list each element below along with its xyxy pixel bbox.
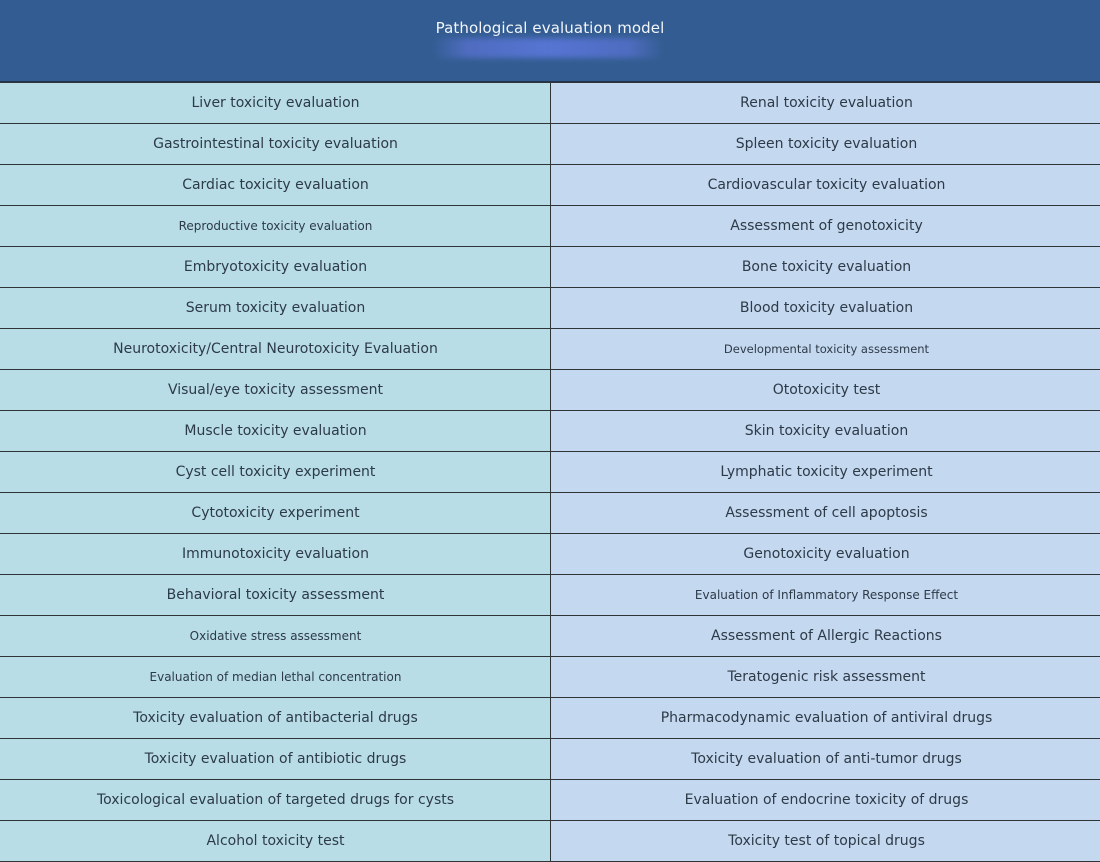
table-row (1, 370, 1100, 411)
table-cell-right: Ototoxicity test (551, 370, 1100, 411)
table-row (1, 534, 1100, 575)
table-cell-right: Spleen toxicity evaluation (551, 124, 1100, 165)
table-cell-right: Pharmacodynamic evaluation of antiviral drugs (551, 698, 1100, 739)
table-cell-right: Genotoxicity evaluation (551, 534, 1100, 575)
table-cell-right: Toxicity test of topical drugs (551, 821, 1100, 862)
table-cell-left: Cytotoxicity experiment (1, 493, 551, 534)
table-cell-left: Behavioral toxicity assessment (1, 575, 551, 616)
table-cell-left: Toxicity evaluation of antibiotic drugs (1, 739, 551, 780)
table-cell-right: Teratogenic risk assessment (551, 657, 1100, 698)
table-row (1, 452, 1100, 493)
table-row (1, 698, 1100, 739)
table-cell-right: Blood toxicity evaluation (551, 288, 1100, 329)
table-cell-left: Neurotoxicity/Central Neurotoxicity Evaluation (1, 329, 551, 370)
table-row (1, 124, 1100, 165)
table-cell-left: Reproductive toxicity evaluation (1, 206, 551, 247)
table-cell-left: Toxicological evaluation of targeted drugs for cysts (1, 780, 551, 821)
table-row (1, 821, 1100, 862)
table-cell-right: Cardiovascular toxicity evaluation (551, 165, 1100, 206)
table-cell-right: Renal toxicity evaluation (551, 83, 1100, 124)
table-row (1, 165, 1100, 206)
table-cell-left: Serum toxicity evaluation (1, 288, 551, 329)
table-cell-left: Alcohol toxicity test (1, 821, 551, 862)
table-cell-left: Liver toxicity evaluation (1, 83, 551, 124)
table-cell-right: Skin toxicity evaluation (551, 411, 1100, 452)
page-title: Pathological evaluation model (0, 19, 1100, 37)
table-row (1, 575, 1100, 616)
table-cell-left: Oxidative stress assessment (1, 616, 551, 657)
table-cell-right: Evaluation of Inflammatory Response Effect (551, 575, 1100, 616)
table-row (1, 247, 1100, 288)
table-row (1, 83, 1100, 124)
table-cell-right: Assessment of cell apoptosis (551, 493, 1100, 534)
table-row (1, 739, 1100, 780)
table-row (1, 288, 1100, 329)
blurred-subtitle (432, 38, 664, 58)
table-row (1, 780, 1100, 821)
table-cell-right: Toxicity evaluation of anti-tumor drugs (551, 739, 1100, 780)
table-cell-left: Gastrointestinal toxicity evaluation (1, 124, 551, 165)
table-cell-left: Evaluation of median lethal concentration (1, 657, 551, 698)
header-bar (0, 0, 1100, 82)
table-cell-left: Toxicity evaluation of antibacterial drugs (1, 698, 551, 739)
table-cell-left: Cardiac toxicity evaluation (1, 165, 551, 206)
table-row (1, 657, 1100, 698)
table-cell-left: Muscle toxicity evaluation (1, 411, 551, 452)
table-row (1, 329, 1100, 370)
table-cell-left: Cyst cell toxicity experiment (1, 452, 551, 493)
table-row (1, 206, 1100, 247)
table-cell-right: Assessment of genotoxicity (551, 206, 1100, 247)
table-cell-right: Lymphatic toxicity experiment (551, 452, 1100, 493)
table-cell-left: Visual/eye toxicity assessment (1, 370, 551, 411)
table-row (1, 411, 1100, 452)
table-cell-left: Embryotoxicity evaluation (1, 247, 551, 288)
table-row (1, 616, 1100, 657)
evaluation-table (0, 82, 1100, 862)
table-cell-right: Developmental toxicity assessment (551, 329, 1100, 370)
table-row (1, 493, 1100, 534)
table-cell-left: Immunotoxicity evaluation (1, 534, 551, 575)
table-cell-right: Assessment of Allergic Reactions (551, 616, 1100, 657)
table-cell-right: Bone toxicity evaluation (551, 247, 1100, 288)
table-cell-right: Evaluation of endocrine toxicity of drugs (551, 780, 1100, 821)
